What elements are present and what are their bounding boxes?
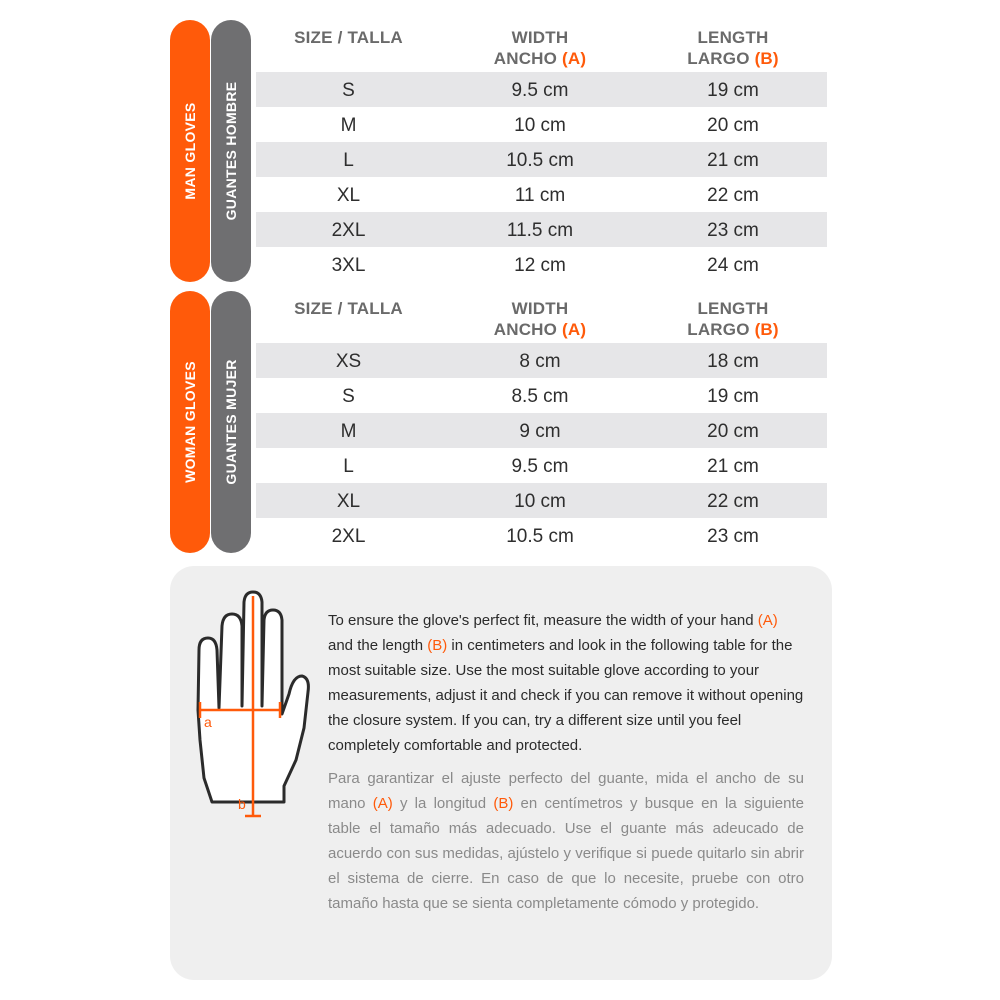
table-row (256, 177, 827, 212)
length-cell: 19 cm (707, 80, 759, 101)
width-cell: 12 cm (514, 255, 566, 276)
length-cell: 23 cm (707, 220, 759, 241)
size-cell: XL (336, 491, 361, 512)
measurement-info-box (170, 566, 832, 980)
table-row (256, 107, 827, 142)
header-length: LENGTH LARGO (B) (687, 28, 779, 68)
woman-gloves-tab (170, 291, 210, 553)
instructions-english: To ensure the glove's perfect fit, measure the width of your hand (A) and the length (B) in centimeters and look in the following table for the most suitable size. Use the most suitable glove according to your measurements, adjust it and check if you can remove it without opening the closure system. If you can, try a different size until you feel completely comfortable and protected. (328, 612, 804, 754)
length-cell: 21 cm (707, 150, 759, 171)
width-cell: 9.5 cm (511, 80, 569, 101)
hand-label-a: a (204, 714, 212, 730)
length-cell: 21 cm (707, 456, 759, 477)
table-row (256, 247, 827, 282)
size-cell: L (343, 150, 354, 171)
woman-gloves-label: WOMAN GLOVES (182, 361, 198, 483)
table-row (256, 72, 827, 107)
width-cell: 8 cm (519, 351, 561, 372)
table-row (256, 142, 827, 177)
size-cell: 2XL (331, 526, 366, 547)
header-size: SIZE / TALLA (294, 28, 403, 47)
width-mark: (A) (562, 320, 587, 339)
woman-gloves-section (170, 291, 830, 553)
instructions-spanish: Para garantizar el ajuste perfecto del guante, mida el ancho de su mano (A) y la longitud (B) en centímetros y busque en la siguiente table el tamaño más adecuado. Use el guante más adeucado de acuerdo con sus medidas, ajústelo y verifique si puede quitarlo sin abrir el sistema de cierre. En caso de que lo necesite, pruebe con otro tamaño hasta que se sienta completamente cómodo y protegido. (328, 770, 804, 912)
man-gloves-section (170, 20, 830, 282)
length-mark: (B) (754, 49, 779, 68)
size-cell: S (342, 386, 355, 407)
header-length: LENGTH LARGO (B) (687, 299, 779, 339)
table-row (256, 518, 827, 553)
table-row (256, 483, 827, 518)
width-cell: 11.5 cm (506, 220, 574, 241)
hand-measure-icon (192, 590, 314, 824)
size-cell: L (343, 456, 354, 477)
length-mark: (B) (754, 320, 779, 339)
width-cell: 11 cm (514, 185, 566, 206)
width-cell: 9.5 cm (511, 456, 569, 477)
guantes-mujer-tab (211, 291, 251, 553)
table-row (256, 343, 827, 378)
header-size: SIZE / TALLA (294, 299, 403, 318)
length-cell: 18 cm (707, 351, 759, 372)
man-size-table (256, 20, 827, 282)
size-cell: 3XL (331, 255, 366, 276)
width-mark: (A) (562, 49, 587, 68)
woman-table-header (256, 291, 827, 343)
length-cell: 20 cm (707, 115, 759, 136)
header-width: WIDTH ANCHO (A) (493, 299, 587, 339)
length-cell: 19 cm (707, 386, 759, 407)
size-cell: XL (336, 185, 361, 206)
table-row (256, 212, 827, 247)
width-cell: 10.5 cm (506, 150, 574, 171)
size-cell: M (340, 115, 357, 136)
length-cell: 22 cm (707, 491, 759, 512)
man-table-header (256, 20, 827, 72)
length-cell: 23 cm (707, 526, 759, 547)
size-cell: S (342, 80, 355, 101)
width-cell: 10 cm (514, 491, 566, 512)
man-gloves-tab (170, 20, 210, 282)
hand-label-b: b (238, 796, 246, 812)
size-cell: XS (335, 351, 362, 372)
width-cell: 10 cm (514, 115, 566, 136)
table-row (256, 448, 827, 483)
guantes-hombre-label: GUANTES HOMBRE (223, 81, 239, 221)
width-cell: 10.5 cm (506, 526, 574, 547)
length-cell: 20 cm (707, 421, 759, 442)
header-width: WIDTH ANCHO (A) (493, 28, 587, 68)
length-cell: 22 cm (707, 185, 759, 206)
woman-size-table (256, 291, 827, 553)
table-row (256, 378, 827, 413)
width-cell: 8.5 cm (511, 386, 569, 407)
table-row (256, 413, 827, 448)
size-cell: 2XL (331, 220, 366, 241)
guantes-mujer-label: GUANTES MUJER (223, 359, 239, 485)
length-cell: 24 cm (707, 255, 759, 276)
guantes-hombre-tab (211, 20, 251, 282)
man-gloves-label: MAN GLOVES (182, 102, 198, 200)
size-cell: M (340, 421, 357, 442)
width-cell: 9 cm (519, 421, 561, 442)
